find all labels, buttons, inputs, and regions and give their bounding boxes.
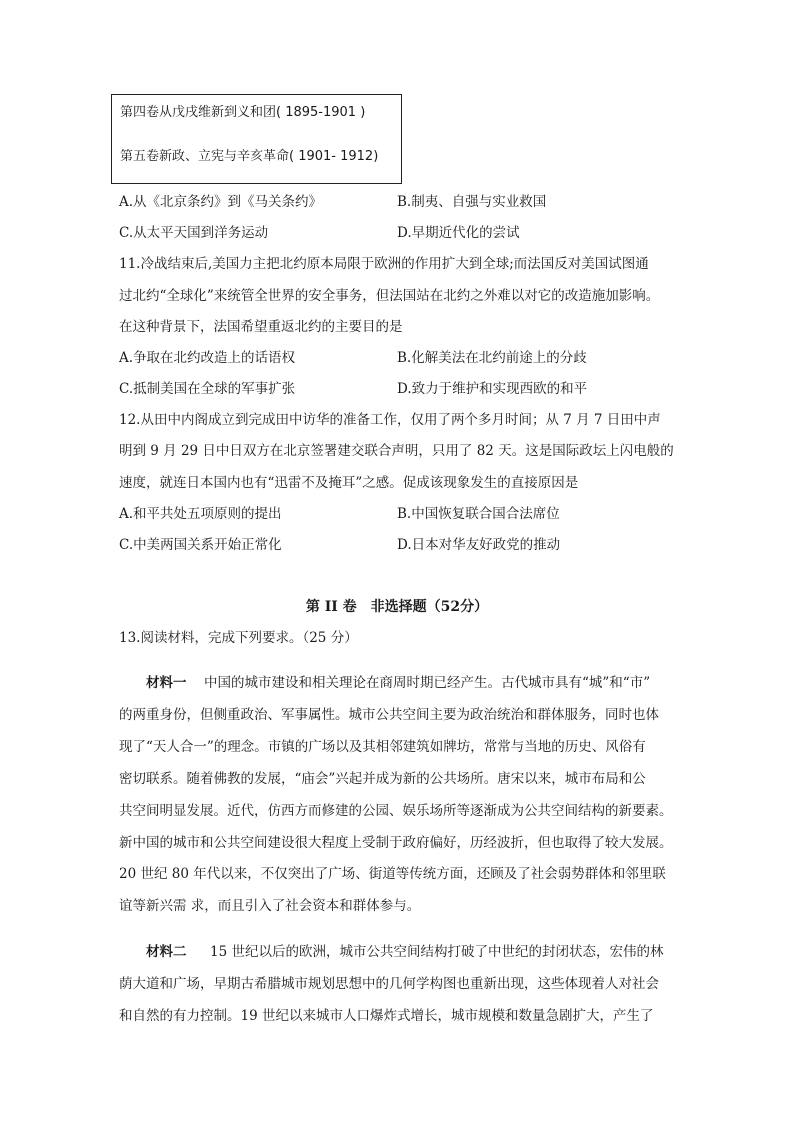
q10-option-a: A.从《北京条约》到《马关条约》 [119,194,323,210]
box-line-2: 第五卷新政、立宪与辛亥革命( 1901- 1912) [120,149,379,164]
material-2-line-1: 15 世纪以后的欧洲，城市公共空间结构打破了中世纪的封闭状态，宏伟的林 [210,944,664,960]
q12-option-b: B.中国恢复联合国合法席位 [397,506,560,522]
section-2-title: 第 II 卷 非选择题（52分） [305,599,489,615]
material-2-line-3: 和自然的有力控制。19 世纪以来城市人口爆炸式增长，城市规模和数量急剧扩大，产生了 [119,1008,654,1024]
material-1-line-8: 谊等新兴需 求，而且引入了社会资本和群体参与。 [119,898,421,914]
material-1-line-7: 20 世纪 80 年代以来，不仅突出了广场、街道等传统方面，还顾及了社会弱势群体和邻里联 [119,866,666,882]
q12-option-c: C.中美两国关系开始正常化 [119,537,282,553]
q12-stem-line-2: 明到 9 月 29 日中日双方在北京签署建交联合声明，只用了 82 天。这是国际政坛上闪电般的 [119,443,674,459]
material-1-line-3: 现了“天人合一”的理念。市镇的广场以及其相邻建筑如牌坊，常常与当地的历史、风俗有 [119,739,646,755]
q11-stem-line-3: 在这种背景下，法国希望重返北约的主要目的是 [119,319,403,335]
q11-option-c: C.抵制美国在全球的军事扩张 [119,381,296,397]
material-1-line-4: 密切联系。随着佛教的发展，“庙会”兴起并成为新的公共场所。唐宋以来，城市布局和公 [119,771,646,787]
q12-stem-line-1: 12.从田中内阁成立到完成田中访华的准备工作，仅用了两个多月时间；从 7 月 7 日田中声 [119,412,661,428]
q10-option-c: C.从太平天国到洋务运动 [119,225,269,241]
q11-stem-line-1: 11.冷战结束后,美国力主把北约原本局限于欧洲的作用扩大到全球;而法国反对美国试图通 [119,256,649,272]
material-1-label: 材料一 [146,675,187,691]
material-1-line-1: 中国的城市建设和相关理论在商周时期已经产生。古代城市具有“城”和“市” [204,675,651,691]
material-2-label: 材料二 [146,944,187,960]
q11-option-d: D.致力于维护和实现西欧的和平 [397,381,588,397]
q11-stem-line-2: 过北约“全球化”来统管全世界的安全事务，但法国站在北约之外难以对它的改造施加影响。 [119,288,660,304]
material-2-line-2: 荫大道和广场，早期古希腊城市规划思想中的几何学构图也重新出现，这些体现着人对社会 [119,976,659,992]
material-1-line-2: 的两重身份，但侧重政治、军事属性。城市公共空间主要为政治统治和群体服务，同时也体 [119,707,659,723]
q10-option-d: D.早期近代化的尝试 [397,225,520,241]
q11-option-a: A.争取在北约改造上的话语权 [119,350,296,366]
material-1-line-6: 新中国的城市和公共空间建设很大程度上受制于政府偏好，历经波折，但也取得了较大发展。 [119,835,673,851]
reference-box [111,94,402,184]
q13-stem: 13.阅读材料，完成下列要求。（25 分） [119,630,358,646]
q10-option-b: B.制夷、自强与实业救国 [397,194,547,210]
q12-option-a: A.和平共处五项原则的提出 [119,506,282,522]
material-1-line-5: 共空间明显发展。近代，仿西方而修建的公园、娱乐场所等逐渐成为公共空间结构的新要素。 [119,803,673,819]
q12-option-d: D.日本对华友好政党的推动 [397,537,561,553]
q11-option-b: B.化解美法在北约前途上的分歧 [397,350,587,366]
box-line-1: 第四卷从戊戌维新到义和团( 1895-1901 ) [120,105,366,120]
q12-stem-line-3: 速度，就连日本国内也有“迅雷不及掩耳”之感。促成该现象发生的直接原因是 [119,475,579,491]
